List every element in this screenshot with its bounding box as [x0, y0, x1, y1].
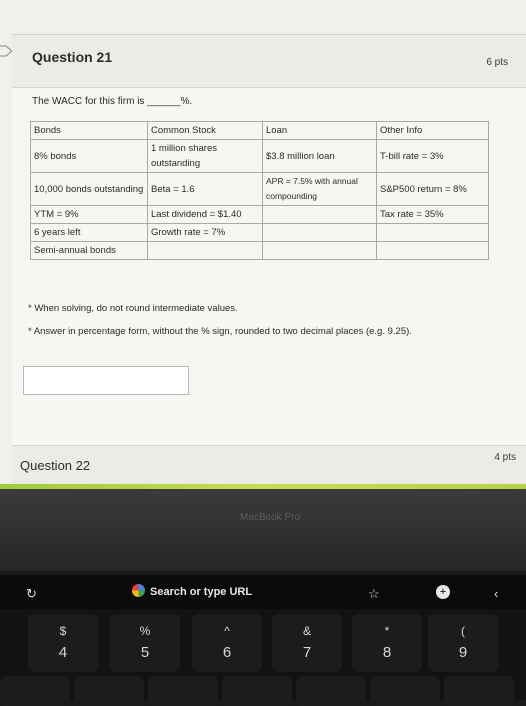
- table-cell: Growth rate = 7%: [148, 224, 263, 242]
- table-cell: [148, 242, 263, 260]
- key[interactable]: [370, 676, 440, 706]
- table-cell: [377, 224, 489, 242]
- table-cell: Loan: [263, 122, 377, 140]
- instruction-note: * Answer in percentage form, without the % sign, rounded to two decimal places (e.g. 9.25).: [28, 326, 412, 337]
- touch-bar-search[interactable]: [132, 584, 252, 598]
- table-cell: [377, 242, 489, 260]
- table-cell: [263, 242, 377, 260]
- table-row: [31, 122, 489, 140]
- table-cell: Beta = 1.6: [148, 173, 263, 206]
- key-top-label: (: [461, 624, 465, 638]
- chevron-left-icon[interactable]: ‹: [494, 586, 499, 601]
- table-cell: 8% bonds: [31, 140, 148, 173]
- laptop-brand: MacBook Pro: [239, 512, 301, 523]
- table-row: [31, 173, 489, 206]
- table-cell: Semi-annual bonds: [31, 242, 148, 260]
- table-cell: Last dividend = $1.40: [148, 206, 263, 224]
- key-bottom-label: 5: [140, 644, 150, 661]
- key-top-label: *: [384, 624, 390, 638]
- table-cell: Other Info: [377, 122, 489, 140]
- table-cell: $3.8 million loan: [263, 140, 377, 173]
- question-points: 4 pts: [494, 452, 516, 463]
- question-21-header: [12, 35, 526, 88]
- table-cell: 1 million shares outstanding: [148, 140, 263, 173]
- key[interactable]: [296, 676, 366, 706]
- key-top-label: $: [59, 624, 67, 638]
- key-9[interactable]: [428, 614, 498, 672]
- table-cell: 6 years left: [31, 224, 148, 242]
- new-tab-icon[interactable]: +: [436, 585, 450, 599]
- key-top-label: ^: [224, 624, 230, 638]
- table-row: [31, 206, 489, 224]
- table-row: [31, 242, 489, 260]
- key[interactable]: [444, 676, 514, 706]
- key-6[interactable]: [192, 614, 262, 672]
- google-icon: [132, 584, 145, 597]
- question-22-header: [12, 445, 526, 486]
- laptop-bezel: [0, 489, 526, 571]
- table-row: [31, 224, 489, 242]
- key-bottom-label: 4: [58, 644, 68, 661]
- question-title: Question 22: [20, 458, 91, 473]
- key[interactable]: [148, 676, 218, 706]
- note-text: Answer in percentage form, without the % sign, rounded to two decimal places (e.g. 9.25).: [33, 326, 412, 337]
- key[interactable]: [0, 676, 70, 706]
- star-icon[interactable]: ☆: [368, 586, 380, 601]
- table-cell: Common Stock: [148, 122, 263, 140]
- table-cell: [263, 224, 377, 242]
- table-cell: T-bill rate = 3%: [377, 140, 489, 173]
- wacc-data-table: [30, 121, 489, 260]
- key[interactable]: [74, 676, 144, 706]
- search-label: Search or type URL: [150, 586, 253, 598]
- answer-input[interactable]: [23, 366, 189, 395]
- key-bottom-label: 9: [458, 644, 468, 661]
- key-8[interactable]: [352, 614, 422, 672]
- instruction-note: * When solving, do not round intermediate values.: [28, 303, 238, 314]
- table-cell: YTM = 9%: [31, 206, 148, 224]
- reload-icon[interactable]: ↻: [26, 586, 37, 601]
- table-cell: Tax rate = 35%: [377, 206, 489, 224]
- table-cell: S&P500 return = 8%: [377, 173, 489, 206]
- key-5[interactable]: [110, 614, 180, 672]
- table-row: [31, 140, 489, 173]
- note-text: When solving, do not round intermediate values.: [34, 303, 238, 314]
- key-top-label: &: [302, 624, 311, 638]
- table-cell: APR = 7.5% with annual compounding: [263, 173, 377, 206]
- key-7[interactable]: [272, 614, 342, 672]
- question-prompt: The WACC for this firm is ______%.: [32, 96, 193, 107]
- key-bottom-label: 8: [382, 644, 392, 661]
- table-cell: 10,000 bonds outstanding: [31, 173, 148, 206]
- table-cell: Bonds: [31, 122, 148, 140]
- key-top-label: %: [139, 624, 151, 638]
- question-points: 6 pts: [486, 57, 508, 68]
- key-4[interactable]: [28, 614, 98, 672]
- key-bottom-label: 7: [302, 644, 312, 661]
- question-title: Question 21: [32, 49, 113, 65]
- key[interactable]: [222, 676, 292, 706]
- key-bottom-label: 6: [222, 644, 232, 661]
- table-cell: [263, 206, 377, 224]
